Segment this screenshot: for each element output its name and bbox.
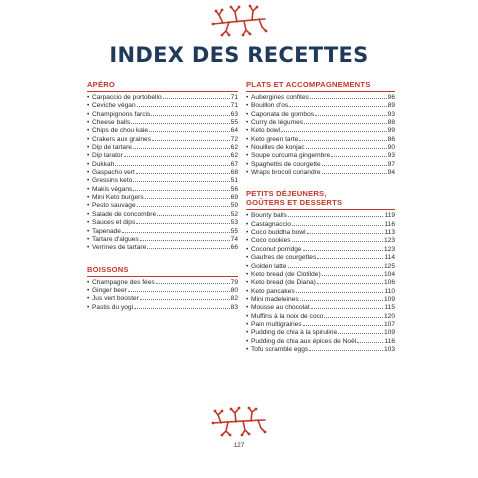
dot-leader bbox=[304, 119, 387, 124]
dot-leader bbox=[133, 186, 229, 191]
list-item bbox=[246, 288, 395, 296]
recipe-name: Bounty balls bbox=[251, 212, 287, 220]
bullet-icon: • bbox=[246, 337, 249, 345]
list-item bbox=[87, 102, 238, 110]
list-item bbox=[87, 219, 238, 227]
recipe-page-number: 106 bbox=[383, 279, 395, 287]
recipe-page-number: 67 bbox=[230, 160, 238, 168]
dot-leader bbox=[324, 313, 383, 318]
list-item bbox=[87, 136, 238, 144]
bullet-icon: • bbox=[246, 237, 249, 245]
bullet-icon: • bbox=[246, 229, 249, 237]
list-item bbox=[246, 321, 395, 329]
recipe-name: Golden latte bbox=[251, 262, 287, 270]
dot-leader bbox=[292, 237, 383, 242]
dot-leader bbox=[157, 211, 230, 216]
dot-leader bbox=[309, 346, 383, 351]
recipe-page-number: 114 bbox=[384, 254, 395, 262]
list-item bbox=[87, 295, 238, 303]
recipe-name: Ginger beer bbox=[92, 286, 127, 294]
list-item bbox=[246, 338, 395, 346]
section-heading: PLATS ET ACCOMPAGNEMENTS bbox=[246, 80, 395, 92]
bullet-icon: • bbox=[87, 110, 90, 118]
bullet-icon: • bbox=[87, 102, 90, 110]
list-item bbox=[246, 329, 395, 337]
bullet-icon: • bbox=[87, 185, 90, 193]
dot-leader bbox=[303, 246, 383, 251]
bullet-icon: • bbox=[87, 135, 90, 143]
list-item bbox=[246, 313, 395, 321]
list-item bbox=[246, 304, 395, 312]
dot-leader bbox=[307, 229, 384, 234]
bullet-icon: • bbox=[87, 177, 90, 185]
list-item bbox=[246, 346, 395, 354]
recipe-page-number: 116 bbox=[384, 220, 395, 228]
dot-leader bbox=[156, 279, 230, 284]
bullet-icon: • bbox=[87, 119, 90, 127]
recipe-name: Keto bowl bbox=[251, 127, 280, 135]
recipe-name: Keto bread (de Clotilde) bbox=[251, 270, 321, 278]
bullet-icon: • bbox=[246, 254, 249, 262]
list-item bbox=[87, 161, 238, 169]
recipe-name: Pain multigraines bbox=[251, 320, 302, 328]
bullet-icon: • bbox=[246, 212, 249, 220]
red-coral-branch-icon bbox=[209, 4, 269, 38]
recipe-page-number: 59 bbox=[230, 202, 238, 210]
recipe-page-number: 56 bbox=[230, 185, 238, 193]
recipe-page-number: 51 bbox=[230, 177, 238, 185]
index-column-left bbox=[87, 80, 238, 324]
recipe-page-number: 82 bbox=[230, 295, 238, 303]
bullet-icon: • bbox=[246, 262, 249, 270]
recipe-page-number: 68 bbox=[230, 169, 238, 177]
bullet-icon: • bbox=[87, 303, 90, 311]
section-petits-dejeuners bbox=[246, 189, 395, 354]
bullet-icon: • bbox=[246, 220, 249, 228]
bullet-icon: • bbox=[246, 279, 249, 287]
recipe-name: Pesto sauvage bbox=[92, 202, 136, 210]
list-item bbox=[246, 161, 395, 169]
recipe-page-number: 115 bbox=[384, 304, 395, 312]
dot-leader bbox=[140, 295, 230, 300]
bullet-icon: • bbox=[246, 295, 249, 303]
list-item bbox=[246, 296, 395, 304]
dot-leader bbox=[300, 296, 383, 301]
recipe-page-number: 71 bbox=[230, 102, 238, 110]
recipe-page-number: 83 bbox=[230, 303, 238, 311]
list-item bbox=[246, 127, 395, 135]
recipe-name: Keto green tarte bbox=[251, 135, 299, 143]
dot-leader bbox=[136, 219, 229, 224]
dot-leader bbox=[306, 144, 387, 149]
recipe-page-number: 109 bbox=[383, 295, 395, 303]
recipe-name: Verrines de tartare bbox=[92, 244, 147, 252]
bullet-icon: • bbox=[246, 312, 249, 320]
list-item bbox=[87, 228, 238, 236]
recipe-page-number: 55 bbox=[230, 227, 238, 235]
recipe-name: Chips de chou kale bbox=[92, 127, 149, 135]
recipe-page-number: 52 bbox=[230, 210, 238, 218]
recipe-page-number: 93 bbox=[387, 152, 395, 160]
recipe-page-number: 64 bbox=[230, 127, 238, 135]
bullet-icon: • bbox=[246, 144, 249, 152]
dot-leader bbox=[136, 169, 230, 174]
recipe-name: Gaufres de courgettes bbox=[251, 254, 317, 262]
list-item bbox=[246, 144, 395, 152]
bullet-icon: • bbox=[246, 287, 249, 295]
recipe-page-number: 110 bbox=[384, 287, 395, 295]
dot-leader bbox=[281, 127, 387, 132]
recipe-page-number: 123 bbox=[383, 237, 395, 245]
recipe-name: Keto pancakes bbox=[251, 287, 295, 295]
dot-leader bbox=[137, 102, 230, 107]
dot-leader bbox=[289, 102, 386, 107]
page-title: INDEX DES RECETTES bbox=[109, 43, 369, 67]
recipe-list bbox=[246, 94, 395, 177]
recipe-page-number: 72 bbox=[230, 135, 238, 143]
recipe-list bbox=[246, 212, 395, 354]
dot-leader bbox=[296, 288, 384, 293]
recipe-name: Coco cookies bbox=[251, 237, 291, 245]
dot-leader bbox=[151, 111, 229, 116]
section-plats bbox=[246, 80, 395, 177]
recipe-name: Gressins keto bbox=[92, 177, 133, 185]
recipe-name: Makis végans bbox=[92, 185, 133, 193]
bullet-icon: • bbox=[246, 119, 249, 127]
dot-leader bbox=[322, 169, 387, 174]
list-item bbox=[246, 229, 395, 237]
recipe-page-number: 80 bbox=[230, 286, 238, 294]
list-item bbox=[87, 304, 238, 312]
recipe-page-number: 89 bbox=[387, 102, 395, 110]
recipe-name: Curry de légumes bbox=[251, 119, 304, 127]
recipe-name: Ceviche végan bbox=[92, 102, 136, 110]
dot-leader bbox=[338, 329, 383, 334]
bullet-icon: • bbox=[87, 219, 90, 227]
recipe-page-number: 86 bbox=[387, 135, 395, 143]
recipe-page-number: 103 bbox=[383, 345, 395, 353]
dot-leader bbox=[124, 152, 230, 157]
recipe-name: Salade de concombre bbox=[92, 210, 157, 218]
recipe-page-number: 109 bbox=[383, 329, 395, 337]
dot-leader bbox=[322, 161, 387, 166]
recipe-list bbox=[87, 279, 238, 312]
recipe-name: Coco buddha bowl bbox=[251, 229, 306, 237]
dot-leader bbox=[140, 236, 230, 241]
dot-leader bbox=[299, 136, 386, 141]
bullet-icon: • bbox=[87, 144, 90, 152]
recipe-page-number: 63 bbox=[230, 110, 238, 118]
dot-leader bbox=[133, 177, 229, 182]
recipe-name: Coconut porridge bbox=[251, 245, 302, 253]
bullet-icon: • bbox=[246, 152, 249, 160]
section-boissons bbox=[87, 265, 238, 312]
recipe-page-number: 55 bbox=[230, 119, 238, 127]
recipe-name: Bouillon d'os bbox=[251, 102, 289, 110]
list-item bbox=[246, 94, 395, 102]
bullet-icon: • bbox=[246, 245, 249, 253]
recipe-page-number: 123 bbox=[383, 245, 395, 253]
list-item bbox=[246, 152, 395, 160]
recipe-name: Mini Keto burgers bbox=[92, 194, 144, 202]
list-item bbox=[246, 263, 395, 271]
recipe-name: Soupe curcuma gingembre bbox=[251, 152, 331, 160]
list-item bbox=[87, 202, 238, 210]
recipe-page-number: 97 bbox=[387, 160, 395, 168]
recipe-name: Jus vert booster bbox=[92, 295, 139, 303]
page-number: 127 bbox=[233, 442, 245, 449]
dot-leader bbox=[134, 304, 230, 309]
recipe-page-number: 107 bbox=[383, 320, 395, 328]
section-heading: APÉRO bbox=[87, 80, 238, 92]
bullet-icon: • bbox=[87, 169, 90, 177]
dot-leader bbox=[357, 338, 383, 343]
recipe-page-number: 96 bbox=[387, 94, 395, 101]
bullet-icon: • bbox=[87, 235, 90, 243]
bullet-icon: • bbox=[246, 329, 249, 337]
recipe-name: Dukkah bbox=[92, 160, 115, 168]
bullet-icon: • bbox=[246, 160, 249, 168]
recipe-name: Spaghettis de courgette bbox=[251, 160, 321, 168]
dot-leader bbox=[292, 221, 384, 226]
dot-leader bbox=[131, 119, 230, 124]
recipe-name: Sauces et dips bbox=[92, 219, 136, 227]
bullet-icon: • bbox=[246, 169, 249, 177]
list-item bbox=[246, 169, 395, 177]
section-heading: PETITS DÉJEUNERS, GOÛTERS ET DESSERTS bbox=[246, 189, 395, 210]
recipe-name: Tofu scramble eggs bbox=[251, 345, 309, 353]
recipe-page-number: 99 bbox=[387, 127, 395, 135]
bullet-icon: • bbox=[87, 210, 90, 218]
list-item bbox=[246, 246, 395, 254]
recipe-page-number: 120 bbox=[383, 312, 395, 320]
dot-leader bbox=[322, 271, 383, 276]
bullet-icon: • bbox=[87, 94, 90, 101]
list-item bbox=[246, 119, 395, 127]
bullet-icon: • bbox=[87, 295, 90, 303]
dot-leader bbox=[288, 263, 383, 268]
list-item bbox=[87, 152, 238, 160]
bullet-icon: • bbox=[87, 278, 90, 286]
recipe-name: Pudding de chia aux épices de Noël bbox=[251, 337, 357, 345]
bullet-icon: • bbox=[246, 345, 249, 353]
section-apero bbox=[87, 80, 238, 253]
list-item bbox=[87, 177, 238, 185]
recipe-page-number: 66 bbox=[230, 244, 238, 252]
recipe-page-number: 69 bbox=[230, 194, 238, 202]
recipe-name: Keto bread (de Diana) bbox=[251, 279, 316, 287]
bullet-icon: • bbox=[87, 202, 90, 210]
recipe-name: Wraps brocoli coriandre bbox=[251, 169, 321, 177]
section-heading: BOISSONS bbox=[87, 265, 238, 277]
list-item bbox=[87, 287, 238, 295]
recipe-name: Tapenade bbox=[92, 227, 121, 235]
recipe-name: Muffins à la noix de coco bbox=[251, 312, 324, 320]
dot-leader bbox=[163, 94, 230, 99]
list-item bbox=[87, 194, 238, 202]
dot-leader bbox=[137, 202, 230, 207]
list-item bbox=[246, 136, 395, 144]
bullet-icon: • bbox=[246, 110, 249, 118]
recipe-name: Carpaccio de portobello bbox=[92, 94, 162, 101]
list-item bbox=[246, 254, 395, 262]
bullet-icon: • bbox=[246, 102, 249, 110]
recipe-list bbox=[87, 94, 238, 253]
bullet-icon: • bbox=[246, 270, 249, 278]
list-item bbox=[246, 102, 395, 110]
dot-leader bbox=[311, 304, 384, 309]
list-item bbox=[87, 186, 238, 194]
recipe-page-number: 93 bbox=[387, 110, 395, 118]
recipe-name: Mousse au chocolat bbox=[251, 304, 310, 312]
dot-leader bbox=[133, 144, 230, 149]
bullet-icon: • bbox=[87, 244, 90, 252]
dot-leader bbox=[310, 94, 387, 99]
recipe-page-number: 62 bbox=[230, 144, 238, 152]
recipe-page-number: 90 bbox=[387, 144, 395, 152]
recipe-page-number: 119 bbox=[384, 212, 395, 220]
dot-leader bbox=[317, 254, 383, 259]
bullet-icon: • bbox=[246, 304, 249, 312]
bullet-icon: • bbox=[87, 160, 90, 168]
dot-leader bbox=[288, 212, 384, 217]
recipe-page-number: 71 bbox=[230, 94, 238, 101]
bullet-icon: • bbox=[87, 286, 90, 294]
recipe-name: Tartare d'algues bbox=[92, 235, 139, 243]
list-item bbox=[246, 271, 395, 279]
dot-leader bbox=[145, 194, 230, 199]
recipe-name: Champagne des fées bbox=[92, 278, 155, 286]
recipe-page-number: 94 bbox=[387, 169, 395, 177]
bullet-icon: • bbox=[87, 227, 90, 235]
recipe-page-number: 88 bbox=[387, 119, 395, 127]
recipe-page-number: 79 bbox=[230, 278, 238, 286]
recipe-name: Castagnaccio bbox=[251, 220, 291, 228]
recipe-name: Pudding de chia à la spiruline bbox=[251, 329, 338, 337]
dot-leader bbox=[152, 136, 230, 141]
dot-leader bbox=[331, 152, 386, 157]
dot-leader bbox=[128, 287, 230, 292]
list-item bbox=[87, 127, 238, 135]
list-item bbox=[87, 211, 238, 219]
recipe-page-number: 62 bbox=[230, 152, 238, 160]
dot-leader bbox=[115, 161, 229, 166]
red-coral-branch-icon bbox=[209, 406, 269, 440]
bullet-icon: • bbox=[246, 127, 249, 135]
dot-leader bbox=[317, 279, 383, 284]
recipe-name: Dip tarator bbox=[92, 152, 123, 160]
recipe-page-number: 125 bbox=[383, 262, 395, 270]
bullet-icon: • bbox=[246, 135, 249, 143]
recipe-name: Dip de tartare bbox=[92, 144, 132, 152]
dot-leader bbox=[122, 228, 230, 233]
bullet-icon: • bbox=[87, 152, 90, 160]
list-item bbox=[87, 279, 238, 287]
recipe-name: Cheese balls bbox=[92, 119, 131, 127]
recipe-page-number: 74 bbox=[230, 235, 238, 243]
list-item bbox=[246, 212, 395, 220]
bullet-icon: • bbox=[246, 94, 249, 101]
list-item bbox=[87, 94, 238, 102]
recipe-name: Caponata de gombos bbox=[251, 110, 315, 118]
bullet-icon: • bbox=[246, 320, 249, 328]
recipe-page-number: 104 bbox=[383, 270, 395, 278]
recipe-name: Crakers aux graines bbox=[92, 135, 152, 143]
list-item bbox=[246, 279, 395, 287]
list-item bbox=[246, 237, 395, 245]
recipe-page-number: 116 bbox=[384, 337, 395, 345]
list-item bbox=[87, 244, 238, 252]
list-item bbox=[246, 221, 395, 229]
recipe-name: Aubergines confites bbox=[251, 94, 309, 101]
list-item bbox=[87, 111, 238, 119]
recipe-name: Pastis du yogi bbox=[92, 303, 134, 311]
recipe-page-number: 53 bbox=[230, 219, 238, 227]
dot-leader bbox=[147, 244, 229, 249]
list-item bbox=[87, 236, 238, 244]
recipe-page-number: 113 bbox=[384, 229, 395, 237]
recipe-name: Mini madeleines bbox=[251, 295, 299, 303]
list-item bbox=[87, 119, 238, 127]
index-column-right bbox=[246, 80, 395, 366]
bullet-icon: • bbox=[87, 127, 90, 135]
list-item bbox=[87, 144, 238, 152]
dot-leader bbox=[303, 321, 383, 326]
list-item bbox=[246, 111, 395, 119]
dot-leader bbox=[149, 127, 230, 132]
recipe-name: Champignons farcis bbox=[92, 110, 151, 118]
list-item bbox=[87, 169, 238, 177]
dot-leader bbox=[315, 111, 387, 116]
recipe-name: Gaspacho vert bbox=[92, 169, 135, 177]
bullet-icon: • bbox=[87, 194, 90, 202]
recipe-name: Nouilles de konjac bbox=[251, 144, 305, 152]
